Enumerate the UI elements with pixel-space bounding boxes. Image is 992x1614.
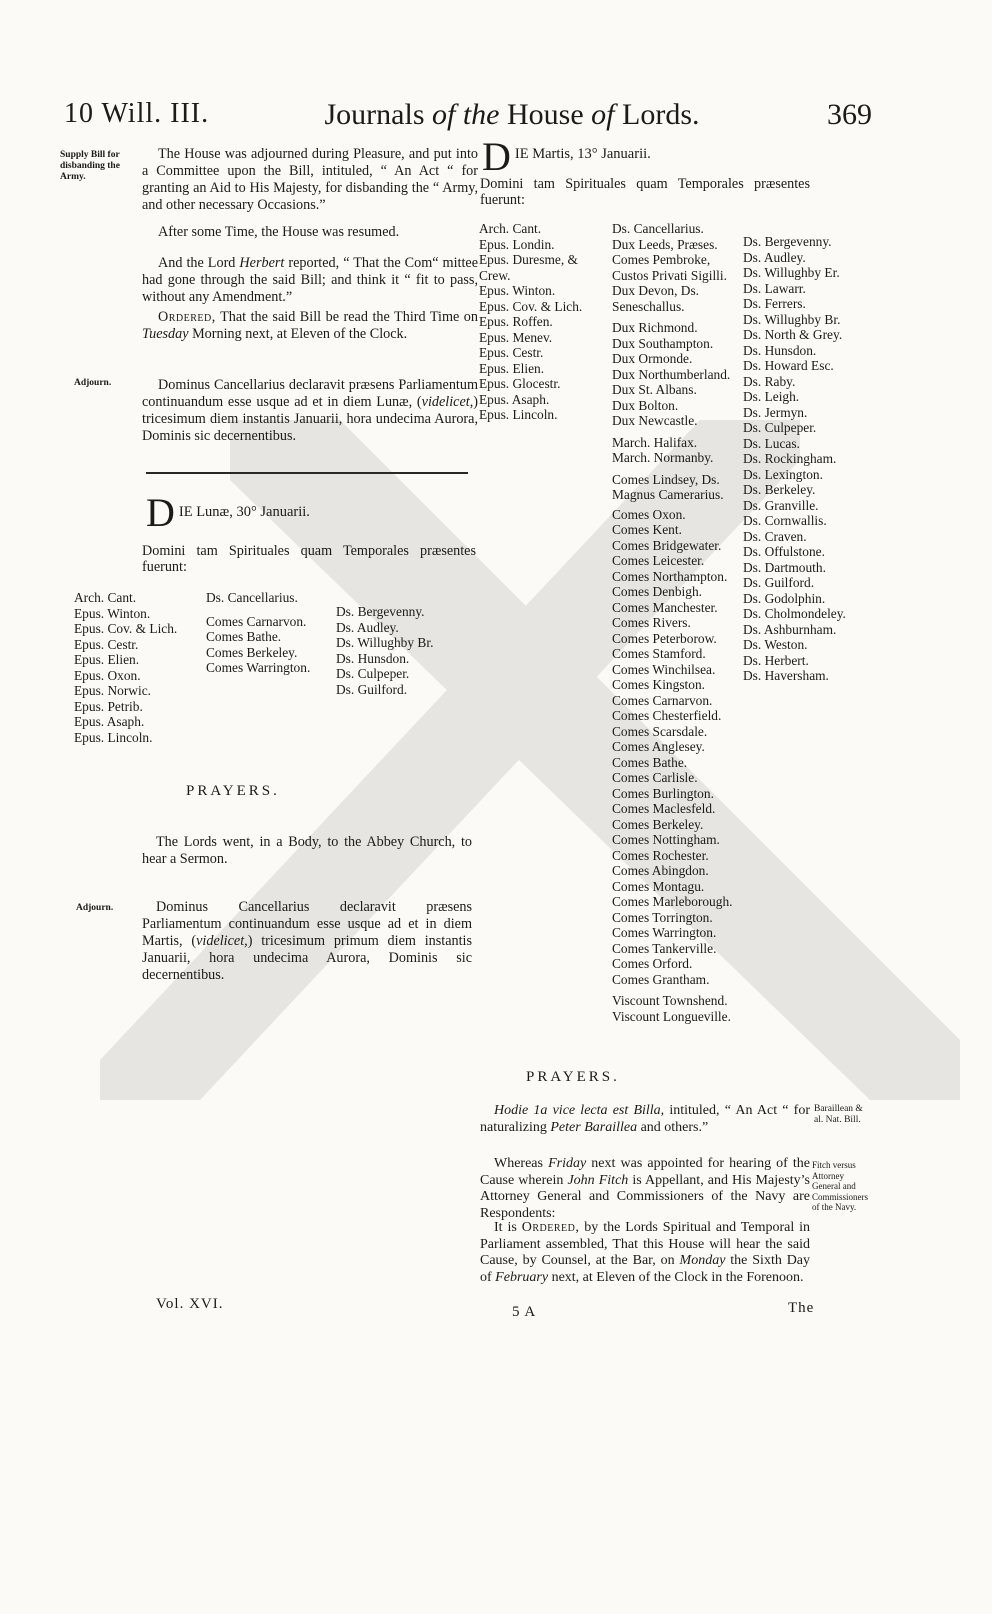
ordered-day: Tuesday: [142, 326, 189, 342]
list-item: Viscount Townshend.: [612, 993, 728, 1008]
list-item: Comes Bathe.: [612, 754, 688, 770]
list-item: Ds. Culpeper.: [336, 666, 410, 681]
order-february: February: [495, 1269, 549, 1285]
list-item: Comes Pembroke, Custos Privati Sigilli.: [612, 252, 727, 283]
list-item: Comes Warrington.: [206, 660, 311, 675]
list-item: Comes Chesterfield.: [612, 708, 722, 723]
paragraph-committee-text: The House was adjourned during Pleasure, and put into a Committee upon the Bill, intituled, “ An Act “ for granting an Aid to His Majesty, for disbanding the “ Army, and other necessary Occasions.”: [142, 146, 478, 213]
prayers-heading-right: PRAYERS.: [526, 1069, 620, 1085]
earls-list-right: [612, 507, 740, 988]
day-heading-martis: [482, 134, 832, 179]
margin-note-fitch: Fitch versus Attorney General and Commissioners of the Navy.: [812, 1160, 869, 1212]
list-item: Epus. Winton.: [479, 283, 556, 298]
list-item: Ds. Willughby Br.: [336, 635, 434, 650]
title-of: of: [432, 98, 456, 131]
day-heading-lunae: [146, 490, 476, 535]
list-item: Comes Bridgewater.: [612, 537, 722, 553]
order-monday: Monday: [679, 1253, 726, 1268]
order-text-d: next, at Eleven of the Clock in the Forenoon.: [551, 1269, 804, 1285]
list-item: Epus. Lincoln.: [479, 407, 558, 422]
list-item: Ds. Leigh.: [743, 389, 800, 404]
lindsey-entry: Comes Lindsey, Ds. Magnus Camerarius.: [612, 471, 724, 502]
reign-heading: 10 Will. III.: [64, 98, 210, 129]
list-item: Comes Oxon.: [612, 506, 686, 522]
list-item: Ds. Jermyn.: [743, 404, 808, 420]
list-item: Comes Winchilsea.: [612, 661, 716, 677]
list-item: Ds. Hunsdon.: [743, 342, 817, 358]
paragraph-hearing-order: [480, 1220, 810, 1286]
list-item: Comes Torrington.: [612, 909, 713, 925]
list-item: Epus. Asaph.: [479, 391, 550, 407]
ordered-text-b: Morning next, at Eleven of the Clock.: [192, 326, 408, 342]
list-item: Epus. Oxon.: [74, 667, 141, 683]
order-text-a: It is: [494, 1220, 517, 1235]
earls-list: [206, 614, 310, 676]
lord-name: Herbert: [239, 255, 285, 271]
list-item: Comes Rivers.: [612, 615, 691, 630]
list-item: Comes Kingston.: [612, 677, 705, 692]
hodie-text: Hodie 1a vice lecta est Billa,: [494, 1103, 665, 1118]
journal-title: [322, 98, 702, 132]
list-item: Ds. Lucas.: [743, 435, 800, 451]
adjourn-1-text-a: Dominus Cancellarius declaravit præsens Parliamentum continuandum esse usque ad et in diem Lunæ, (: [142, 377, 478, 410]
ordered-text-a: That the said Bill be read the Third Time on: [220, 309, 478, 325]
list-item: Comes Kent.: [612, 522, 682, 537]
list-item: Ds. Audley.: [336, 619, 399, 635]
list-item: Ds. Lexington.: [743, 466, 823, 482]
paragraph-committee: [142, 146, 478, 214]
barons-list: [336, 604, 433, 697]
list-item: Ds. Raby.: [743, 373, 796, 389]
margin-note-supply: Supply Bill for disbanding the Army.: [60, 150, 120, 182]
list-item: Comes Carlisle.: [612, 770, 698, 785]
list-item: Comes Abingdon.: [612, 863, 709, 878]
report-text-a: And the Lord: [158, 255, 236, 271]
title-lords: Lords.: [622, 98, 700, 131]
list-item: March. Halifax.: [612, 434, 698, 450]
list-item: Comes Peterborow.: [612, 630, 717, 646]
list-item: Comes Berkeley.: [612, 816, 704, 832]
ordered-word: Ordered,: [158, 309, 216, 325]
present-heading-left: Domini tam Spirituales quam Temporales præsentes fuerunt:: [142, 543, 476, 575]
drop-cap-right: D: [482, 134, 511, 179]
list-item: Comes Burlington.: [612, 785, 714, 801]
list-item: Dux St. Albans.: [612, 382, 697, 397]
bill-text-a: intituled, “ An Act “ for naturalizing: [480, 1103, 810, 1135]
drop-cap: D: [146, 490, 175, 535]
list-item: Comes Stamford.: [612, 646, 706, 661]
list-item: Comes Marleborough.: [612, 894, 733, 909]
bill-text-b: and others.”: [640, 1120, 709, 1135]
list-item: Ds. Craven.: [743, 528, 807, 544]
list-item: Comes Berkeley.: [206, 644, 298, 660]
report-text-b: reported, “ That the Com“ mittee had gone through the said Bill; and think it “ fit to pass, without any Amendment.”: [142, 255, 479, 305]
list-item: Ds. Berkeley.: [743, 482, 816, 497]
paragraph-fitch-cause: [480, 1156, 810, 1222]
list-item: Ds. Lawarr.: [743, 280, 806, 296]
list-item: Ds. Rockingham.: [743, 451, 837, 466]
list-item: Ds. Cancellarius.: [612, 221, 704, 236]
list-item: Epus. Winton.: [74, 605, 151, 621]
margin-note-adjourn-2: Adjourn.: [76, 903, 114, 913]
page-number: 369: [827, 98, 872, 131]
section-rule: [146, 472, 468, 474]
list-item: Comes Anglesey.: [612, 739, 705, 754]
list-item: Ds. Hunsdon.: [336, 650, 410, 666]
list-item: Epus. Norwic.: [74, 683, 151, 698]
list-item: Dux Devon, Ds. Seneschallus.: [612, 283, 700, 314]
list-item: Arch. Cant.: [479, 221, 542, 236]
list-item: Comes Carnarvon.: [206, 613, 307, 629]
day-text-right: IE Martis, 13° Januarii.: [514, 146, 651, 162]
sermon-text: The Lords went, in a Body, to the Abbey Church, to hear a Sermon.: [142, 834, 472, 867]
adjourn-1-text-b: ) tricesimum diem instantis Januarii, hora undecima Aurora, Dominis sic decernentibus.: [142, 394, 478, 444]
adjourn-2-videlicet: videlicet,: [196, 933, 248, 949]
margin-note-baraillean: Baraillean & al. Nat. Bill.: [814, 1104, 863, 1125]
list-item: Ds. Granville.: [743, 497, 819, 513]
title-of-2: of: [591, 98, 615, 131]
list-item: Ds. Ashburnham.: [743, 621, 837, 637]
list-item: Comes Grantham.: [612, 971, 710, 987]
list-item: Comes Bathe.: [206, 629, 282, 644]
paragraph-resumed: After some Time, the House was resumed.: [158, 224, 400, 240]
list-item: Epus. Cov. & Lich.: [479, 298, 583, 314]
list-item: Epus. Lincoln.: [74, 729, 153, 745]
list-item: Epus. Cestr.: [479, 345, 544, 360]
fitch-name: John Fitch: [567, 1172, 629, 1188]
list-item: Dux Richmond.: [612, 320, 698, 335]
list-item: Comes Northampton.: [612, 568, 728, 584]
margin-note-adjourn-1: Adjourn.: [74, 378, 112, 388]
fitch-text-b: next was appointed for hearing of the Cause wherein: [480, 1156, 811, 1188]
prayers-heading-left: PRAYERS.: [186, 783, 280, 799]
list-item: Epus. Cov. & Lich.: [74, 621, 178, 636]
list-item: Epus. Londin.: [479, 236, 555, 252]
list-item: Epus. Roffen.: [479, 314, 553, 329]
list-item: Comes Maclesfeld.: [612, 801, 716, 816]
list-item: Epus. Asaph.: [74, 714, 145, 729]
list-item: Comes Scarsdale.: [612, 723, 708, 739]
list-item: Epus. Menev.: [479, 329, 553, 345]
list-item: Ds. Guilford.: [336, 681, 408, 697]
list-item: Ds. Culpeper.: [743, 420, 817, 435]
viscounts-list: [612, 993, 740, 1024]
paragraph-adjourn-1: [142, 377, 478, 445]
list-item: Comes Montagu.: [612, 878, 705, 894]
bill-person: Peter Baraillea: [550, 1120, 638, 1135]
list-item: Ds. Cholmondeley.: [743, 606, 846, 621]
dukes-list: [612, 320, 740, 429]
title-house: House: [507, 98, 584, 131]
paragraph-sermon: [142, 834, 472, 868]
order-text-c: the Sixth Day of: [480, 1253, 811, 1285]
day-text: IE Lunæ, 30° Januarii.: [178, 504, 310, 520]
list-item: Ds. Herbert.: [743, 652, 809, 668]
chancellor: Ds. Cancellarius.: [206, 590, 298, 605]
list-item: Ds. Weston.: [743, 637, 808, 652]
list-item: Ds. Bergevenny.: [336, 604, 425, 619]
signature-mark: 5 A: [512, 1304, 537, 1320]
list-item: Comes Carnarvon.: [612, 692, 713, 708]
list-item: Epus. Glocestr.: [479, 376, 561, 391]
list-item: Dux Ormonde.: [612, 351, 693, 366]
list-item: Ds. Audley.: [743, 249, 806, 265]
spiritual-lords-list-right: [479, 221, 607, 423]
list-item: Dux Newcastle.: [612, 413, 698, 428]
fitch-text-c: is Appellant, and His Majesty’s Attorney General and Commissioners of the Navy are Respondents:: [480, 1172, 811, 1221]
paragraph-adjourn-2: [142, 899, 472, 984]
list-item: Ds. Willughby Er.: [743, 265, 840, 280]
list-item: Ds. North & Grey.: [743, 327, 843, 342]
list-item: Epus. Duresme, & Crew.: [479, 252, 578, 283]
adjourn-1-videlicet: videlicet,: [421, 394, 474, 410]
list-item: Comes Denbigh.: [612, 584, 703, 599]
paragraph-bill-reading: [480, 1102, 810, 1136]
list-item: Comes Manchester.: [612, 599, 718, 615]
list-item: Ds. Cornwallis.: [743, 513, 827, 528]
volume-label: Vol. XVI.: [156, 1296, 224, 1312]
fitch-text-a: Whereas: [494, 1156, 543, 1171]
list-item: Ds. Willughby Br.: [743, 311, 841, 327]
list-item: Comes Nottingham.: [612, 832, 720, 847]
title-journals: Journals: [324, 98, 425, 131]
list-item: Ds. Guilford.: [743, 575, 815, 590]
list-item: Ds. Offulstone.: [743, 544, 825, 559]
present-heading-right: Domini tam Spirituales quam Temporales præsentes fuerunt:: [480, 176, 810, 208]
officers-list: [612, 221, 740, 314]
marquesses-list: [612, 435, 740, 466]
spiritual-lords-list: [74, 590, 177, 745]
list-item: Comes Rochester.: [612, 847, 709, 863]
list-item: Dux Southampton.: [612, 335, 714, 351]
list-item: Comes Leicester.: [612, 553, 705, 568]
order-text-b: by the Lords Spiritual and Temporal in Parliament assembled, That this House will hear the said Cause, by Counsel, at the Bar, on: [480, 1220, 811, 1268]
list-item: Comes Tankerville.: [612, 940, 717, 956]
barons-list-right: [743, 234, 846, 684]
list-item: Ds. Ferrers.: [743, 296, 806, 311]
list-item: Ds. Dartmouth.: [743, 559, 826, 575]
list-item: Epus. Elien.: [479, 360, 545, 376]
temporal-lords-list-right: [612, 221, 740, 1024]
list-item: Dux Leeds, Præses.: [612, 236, 718, 252]
list-item: Comes Warrington.: [612, 925, 717, 940]
adjourn-2-text-b: ) tricesimum primum diem instantis Januarii, hora undecima Aurora, Dominis sic decernentibus.: [142, 933, 472, 983]
list-item: Ds. Haversham.: [743, 668, 829, 683]
list-item: Dux Bolton.: [612, 397, 679, 413]
title-the: the: [462, 98, 500, 131]
list-item: March. Normanby.: [612, 450, 714, 465]
list-item: Epus. Petrib.: [74, 698, 143, 714]
list-item: Ds. Godolphin.: [743, 590, 826, 606]
paragraph-ordered: [142, 309, 478, 343]
list-item: Arch. Cant.: [74, 590, 137, 605]
fitch-friday: Friday: [548, 1156, 587, 1171]
list-item: Dux Northumberland.: [612, 366, 731, 382]
list-item: Ds. Howard Esc.: [743, 358, 834, 373]
catchword: The: [788, 1300, 815, 1316]
paragraph-report: [142, 255, 478, 306]
temporal-lords-list: [206, 590, 310, 676]
list-item: Comes Orford.: [612, 956, 693, 971]
list-item: Epus. Elien.: [74, 652, 140, 667]
list-item: Epus. Cestr.: [74, 636, 139, 652]
adjourn-2-text-a: Dominus Cancellarius declaravit præsens Parliamentum continuandum esse usque ad et in diem Martis, (: [142, 899, 472, 949]
list-item: Viscount Longueville.: [612, 1008, 731, 1024]
order-ordered: Ordered,: [521, 1220, 580, 1235]
list-item: Ds. Bergevenny.: [743, 234, 832, 249]
